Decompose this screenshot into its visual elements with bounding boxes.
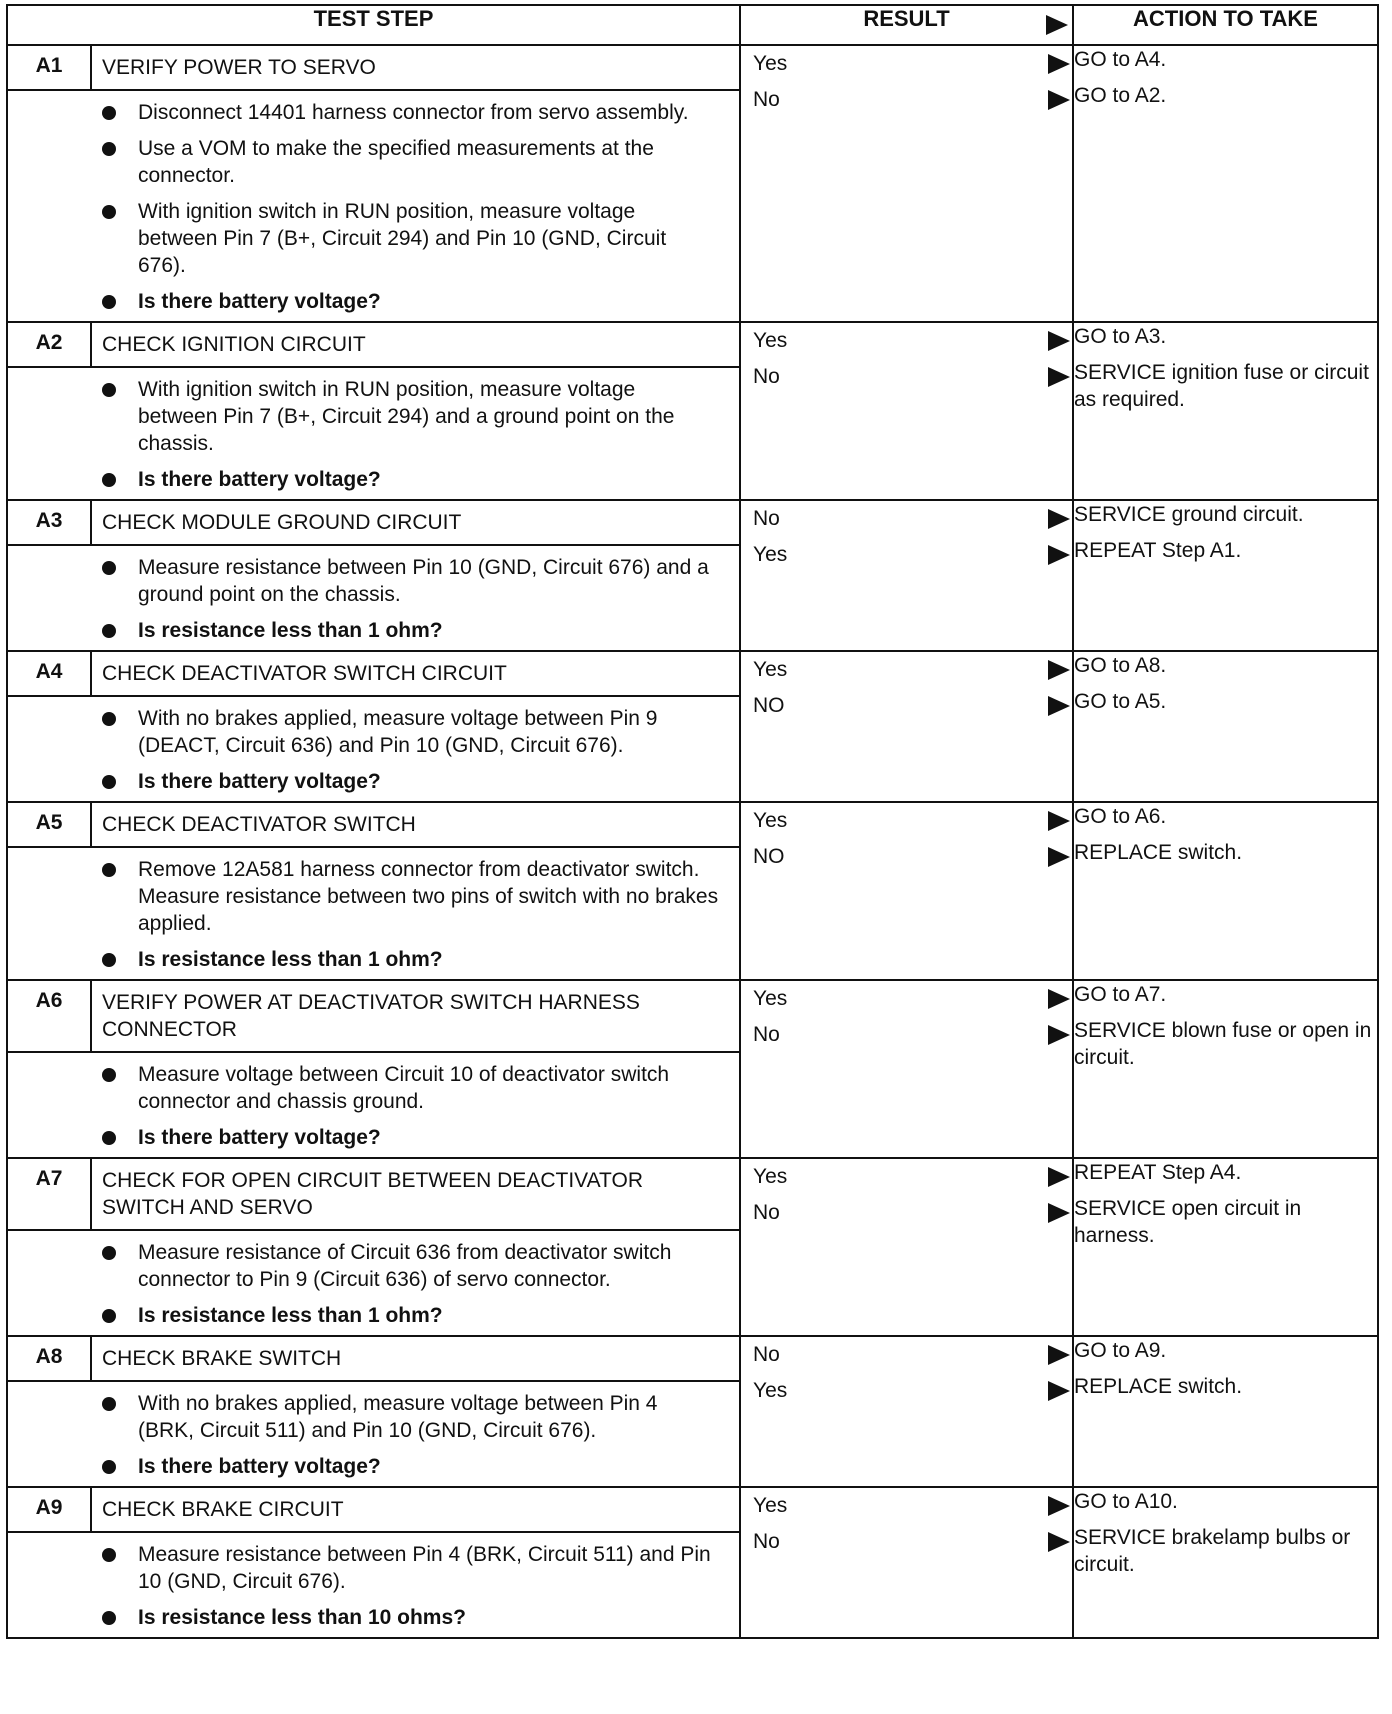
- action-text: GO to A3.: [1074, 325, 1167, 348]
- test-step-cell: [7, 1158, 740, 1336]
- arrow-icon: [1048, 660, 1070, 680]
- result-text: Yes: [753, 658, 788, 681]
- result-cell: [740, 45, 1073, 322]
- instruction-text: With no brakes applied, measure voltage between Pin 4 (BRK, Circuit 511) and Pin 10 (GND, Circuit 676).: [138, 1392, 658, 1442]
- step-instructions: [8, 1533, 739, 1637]
- action-text: GO to A7.: [1074, 983, 1167, 1006]
- step-header: [8, 46, 739, 91]
- result-line: [741, 46, 1072, 82]
- step-id: A6: [8, 981, 92, 1051]
- step-instructions: [8, 697, 739, 801]
- question-text: Is resistance less than 10 ohms?: [138, 1606, 466, 1629]
- result-text: Yes: [753, 52, 788, 75]
- bullet-icon: [102, 1246, 116, 1260]
- step-header: [8, 1159, 739, 1231]
- bullet-icon: [102, 1131, 116, 1145]
- step-id: A4: [8, 652, 92, 695]
- instruction-text: Measure resistance of Circuit 636 from deactivator switch connector to Pin 9 (Circuit 636) of servo connector.: [138, 1241, 672, 1291]
- question-text: Is there battery voltage?: [138, 1126, 381, 1149]
- instruction-item: [8, 554, 719, 608]
- result-cell: [740, 1158, 1073, 1336]
- bullet-icon: [102, 142, 116, 156]
- question-item: [8, 617, 719, 644]
- result-line: [741, 359, 1072, 395]
- step-id: A9: [8, 1488, 92, 1531]
- instruction-item: [8, 135, 719, 189]
- instruction-text: With ignition switch in RUN position, measure voltage between Pin 7 (B+, Circuit 294) and Pin 10 (GND, Circuit 676).: [138, 200, 667, 277]
- question-item: [8, 1302, 719, 1329]
- instruction-item: [8, 1390, 719, 1444]
- bullet-icon: [102, 712, 116, 726]
- result-line: [741, 803, 1072, 839]
- step-block: [8, 1488, 739, 1637]
- instruction-text: Measure resistance between Pin 4 (BRK, Circuit 511) and Pin 10 (GND, Circuit 676).: [138, 1543, 711, 1593]
- arrow-icon: [1048, 1532, 1070, 1552]
- instruction-text: With no brakes applied, measure voltage between Pin 9 (DEACT, Circuit 636) and Pin 10 (GND, Circuit 676).: [138, 707, 658, 757]
- instruction-item: [8, 856, 719, 937]
- result-line: [741, 1017, 1072, 1053]
- result-cell: [740, 1487, 1073, 1638]
- action-cell: [1073, 980, 1378, 1158]
- question-item: [8, 288, 719, 315]
- result-line: [741, 501, 1072, 537]
- action-cell: [1073, 651, 1378, 802]
- step-header: [8, 981, 739, 1053]
- result-text: No: [753, 365, 780, 388]
- result-line: [741, 652, 1072, 688]
- step-block: [8, 652, 739, 801]
- action-text: REPEAT Step A1.: [1074, 539, 1242, 562]
- action-text: GO to A6.: [1074, 805, 1167, 828]
- header-result-label: RESULT: [863, 6, 950, 31]
- result-line: [741, 1337, 1072, 1373]
- test-step-cell: [7, 1336, 740, 1487]
- step-block: [8, 501, 739, 650]
- instruction-text: Disconnect 14401 harness connector from servo assembly.: [138, 101, 689, 124]
- bullet-icon: [102, 863, 116, 877]
- question-text: Is there battery voltage?: [138, 770, 381, 793]
- test-step-cell: [7, 322, 740, 500]
- instruction-item: [8, 1239, 719, 1293]
- step-id: A5: [8, 803, 92, 846]
- arrow-icon: [1048, 1345, 1070, 1365]
- table-header-row: [7, 5, 1378, 45]
- test-step-cell: [7, 802, 740, 980]
- arrow-icon: [1048, 847, 1070, 867]
- bullet-icon: [102, 1548, 116, 1562]
- action-text: GO to A9.: [1074, 1339, 1167, 1362]
- table-body: [7, 45, 1378, 1638]
- step-title: CHECK BRAKE CIRCUIT: [102, 1498, 344, 1521]
- action-text: GO to A8.: [1074, 654, 1167, 677]
- step-row-a8: [7, 1336, 1378, 1487]
- result-line: [741, 1159, 1072, 1195]
- step-header: [8, 323, 739, 368]
- arrow-icon: [1048, 54, 1070, 74]
- action-text: REPLACE switch.: [1074, 841, 1243, 864]
- instruction-text: Use a VOM to make the specified measurements at the connector.: [138, 137, 654, 187]
- action-text: SERVICE open circuit in harness.: [1074, 1197, 1302, 1247]
- action-cell: [1073, 1336, 1378, 1487]
- result-cell: [740, 500, 1073, 651]
- result-text: No: [753, 1201, 780, 1224]
- test-step-cell: [7, 651, 740, 802]
- result-line: [741, 1373, 1072, 1409]
- bullet-icon: [102, 1397, 116, 1411]
- action-cell: [1073, 322, 1378, 500]
- action-text: REPLACE switch.: [1074, 1375, 1243, 1398]
- step-row-a7: [7, 1158, 1378, 1336]
- test-step-cell: [7, 500, 740, 651]
- arrow-icon: [1048, 90, 1070, 110]
- arrow-icon: [1048, 1381, 1070, 1401]
- test-step-cell: [7, 1487, 740, 1638]
- result-text: No: [753, 88, 780, 111]
- arrow-icon: [1048, 1167, 1070, 1187]
- arrow-icon: [1048, 696, 1070, 716]
- question-item: [8, 768, 719, 795]
- step-title: CHECK DEACTIVATOR SWITCH: [102, 813, 416, 836]
- bullet-icon: [102, 1309, 116, 1323]
- arrow-icon: [1048, 989, 1070, 1009]
- action-text: GO to A10.: [1074, 1490, 1178, 1513]
- arrow-icon: [1048, 509, 1070, 529]
- action-text: SERVICE blown fuse or open in circuit.: [1074, 1019, 1372, 1069]
- instruction-item: [8, 1061, 719, 1115]
- result-line: [741, 981, 1072, 1017]
- bullet-icon: [102, 295, 116, 309]
- step-block: [8, 803, 739, 979]
- result-line: [741, 1488, 1072, 1524]
- instruction-text: Measure voltage between Circuit 10 of deactivator switch connector and chassis ground.: [138, 1063, 670, 1113]
- result-cell: [740, 322, 1073, 500]
- result-text: No: [753, 1023, 780, 1046]
- step-block: [8, 46, 739, 321]
- step-block: [8, 1337, 739, 1486]
- action-text: GO to A4.: [1074, 48, 1167, 71]
- step-instructions: [8, 848, 739, 979]
- result-text: Yes: [753, 1165, 788, 1188]
- arrow-icon: [1048, 1025, 1070, 1045]
- bullet-icon: [102, 205, 116, 219]
- question-item: [8, 466, 719, 493]
- bullet-icon: [102, 953, 116, 967]
- action-text: SERVICE brakelamp bulbs or circuit.: [1074, 1526, 1351, 1576]
- question-text: Is there battery voltage?: [138, 1455, 381, 1478]
- action-cell: [1073, 802, 1378, 980]
- question-text: Is resistance less than 1 ohm?: [138, 619, 443, 642]
- step-block: [8, 981, 739, 1157]
- step-row-a3: [7, 500, 1378, 651]
- result-text: Yes: [753, 543, 788, 566]
- action-text: SERVICE ignition fuse or circuit as required.: [1074, 361, 1369, 411]
- step-title: VERIFY POWER TO SERVO: [102, 56, 376, 79]
- result-cell: [740, 1336, 1073, 1487]
- bullet-icon: [102, 1611, 116, 1625]
- step-header: [8, 803, 739, 848]
- result-text: Yes: [753, 987, 788, 1010]
- question-item: [8, 1604, 719, 1631]
- step-row-a2: [7, 322, 1378, 500]
- step-id: A2: [8, 323, 92, 366]
- result-text: Yes: [753, 329, 788, 352]
- arrow-icon: [1048, 331, 1070, 351]
- step-header: [8, 1488, 739, 1533]
- diagnostic-table: [6, 4, 1379, 1639]
- step-title: CHECK DEACTIVATOR SWITCH CIRCUIT: [102, 662, 507, 685]
- header-test-step: TEST STEP: [7, 5, 740, 45]
- instruction-text: Measure resistance between Pin 10 (GND, Circuit 676) and a ground point on the chassis.: [138, 556, 709, 606]
- bullet-icon: [102, 473, 116, 487]
- test-step-cell: [7, 980, 740, 1158]
- instruction-item: [8, 99, 719, 126]
- instruction-item: [8, 1541, 719, 1595]
- step-header: [8, 652, 739, 697]
- diagnostic-table-container: [6, 4, 1377, 1639]
- bullet-icon: [102, 383, 116, 397]
- step-row-a5: [7, 802, 1378, 980]
- instruction-item: [8, 198, 719, 279]
- question-text: Is there battery voltage?: [138, 290, 381, 313]
- step-instructions: [8, 546, 739, 650]
- header-result: [740, 5, 1073, 45]
- step-title: CHECK BRAKE SWITCH: [102, 1347, 342, 1370]
- bullet-icon: [102, 561, 116, 575]
- action-cell: [1073, 500, 1378, 651]
- result-cell: [740, 980, 1073, 1158]
- arrow-icon: [1048, 1496, 1070, 1516]
- bullet-icon: [102, 1460, 116, 1474]
- question-text: Is resistance less than 1 ohm?: [138, 1304, 443, 1327]
- step-id: A1: [8, 46, 92, 89]
- test-step-cell: [7, 45, 740, 322]
- result-line: [741, 688, 1072, 724]
- step-instructions: [8, 91, 739, 321]
- step-id: A8: [8, 1337, 92, 1380]
- step-id: A7: [8, 1159, 92, 1229]
- question-text: Is resistance less than 1 ohm?: [138, 948, 443, 971]
- result-text: NO: [753, 845, 785, 868]
- result-cell: [740, 651, 1073, 802]
- arrow-icon: [1046, 15, 1068, 35]
- result-text: Yes: [753, 1379, 788, 1402]
- step-title: CHECK IGNITION CIRCUIT: [102, 333, 366, 356]
- result-text: NO: [753, 694, 785, 717]
- instruction-text: Remove 12A581 harness connector from deactivator switch. Measure resistance between two pins of switch with no brakes applied.: [138, 858, 719, 935]
- step-row-a9: [7, 1487, 1378, 1638]
- result-line: [741, 537, 1072, 573]
- step-instructions: [8, 1382, 739, 1486]
- instruction-item: [8, 705, 719, 759]
- action-text: REPEAT Step A4.: [1074, 1161, 1242, 1184]
- step-block: [8, 1159, 739, 1335]
- step-instructions: [8, 1231, 739, 1335]
- result-text: No: [753, 1343, 780, 1366]
- bullet-icon: [102, 106, 116, 120]
- arrow-icon: [1048, 367, 1070, 387]
- result-cell: [740, 802, 1073, 980]
- bullet-icon: [102, 775, 116, 789]
- result-line: [741, 82, 1072, 118]
- question-item: [8, 1124, 719, 1151]
- step-title: VERIFY POWER AT DEACTIVATOR SWITCH HARNESS CONNECTOR: [102, 991, 640, 1041]
- instruction-text: With ignition switch in RUN position, measure voltage between Pin 7 (B+, Circuit 294) and a ground point on the chassis.: [138, 378, 675, 455]
- step-block: [8, 323, 739, 499]
- action-text: GO to A5.: [1074, 690, 1167, 713]
- result-line: [741, 1195, 1072, 1231]
- step-title: CHECK MODULE GROUND CIRCUIT: [102, 511, 462, 534]
- question-item: [8, 946, 719, 973]
- header-action: ACTION TO TAKE: [1073, 5, 1378, 45]
- action-cell: [1073, 1487, 1378, 1638]
- question-item: [8, 1453, 719, 1480]
- result-text: No: [753, 1530, 780, 1553]
- arrow-icon: [1048, 811, 1070, 831]
- action-text: SERVICE ground circuit.: [1074, 503, 1304, 526]
- result-line: [741, 1524, 1072, 1560]
- step-row-a6: [7, 980, 1378, 1158]
- bullet-icon: [102, 1068, 116, 1082]
- step-row-a1: [7, 45, 1378, 322]
- step-header: [8, 1337, 739, 1382]
- action-cell: [1073, 45, 1378, 322]
- action-cell: [1073, 1158, 1378, 1336]
- step-instructions: [8, 368, 739, 499]
- result-line: [741, 839, 1072, 875]
- result-line: [741, 323, 1072, 359]
- step-instructions: [8, 1053, 739, 1157]
- action-text: GO to A2.: [1074, 84, 1167, 107]
- question-text: Is there battery voltage?: [138, 468, 381, 491]
- step-header: [8, 501, 739, 546]
- result-text: No: [753, 507, 780, 530]
- arrow-icon: [1048, 1203, 1070, 1223]
- arrow-icon: [1048, 545, 1070, 565]
- bullet-icon: [102, 624, 116, 638]
- instruction-item: [8, 376, 719, 457]
- step-row-a4: [7, 651, 1378, 802]
- result-text: Yes: [753, 809, 788, 832]
- step-id: A3: [8, 501, 92, 544]
- result-text: Yes: [753, 1494, 788, 1517]
- step-title: CHECK FOR OPEN CIRCUIT BETWEEN DEACTIVATOR SWITCH AND SERVO: [102, 1169, 643, 1219]
